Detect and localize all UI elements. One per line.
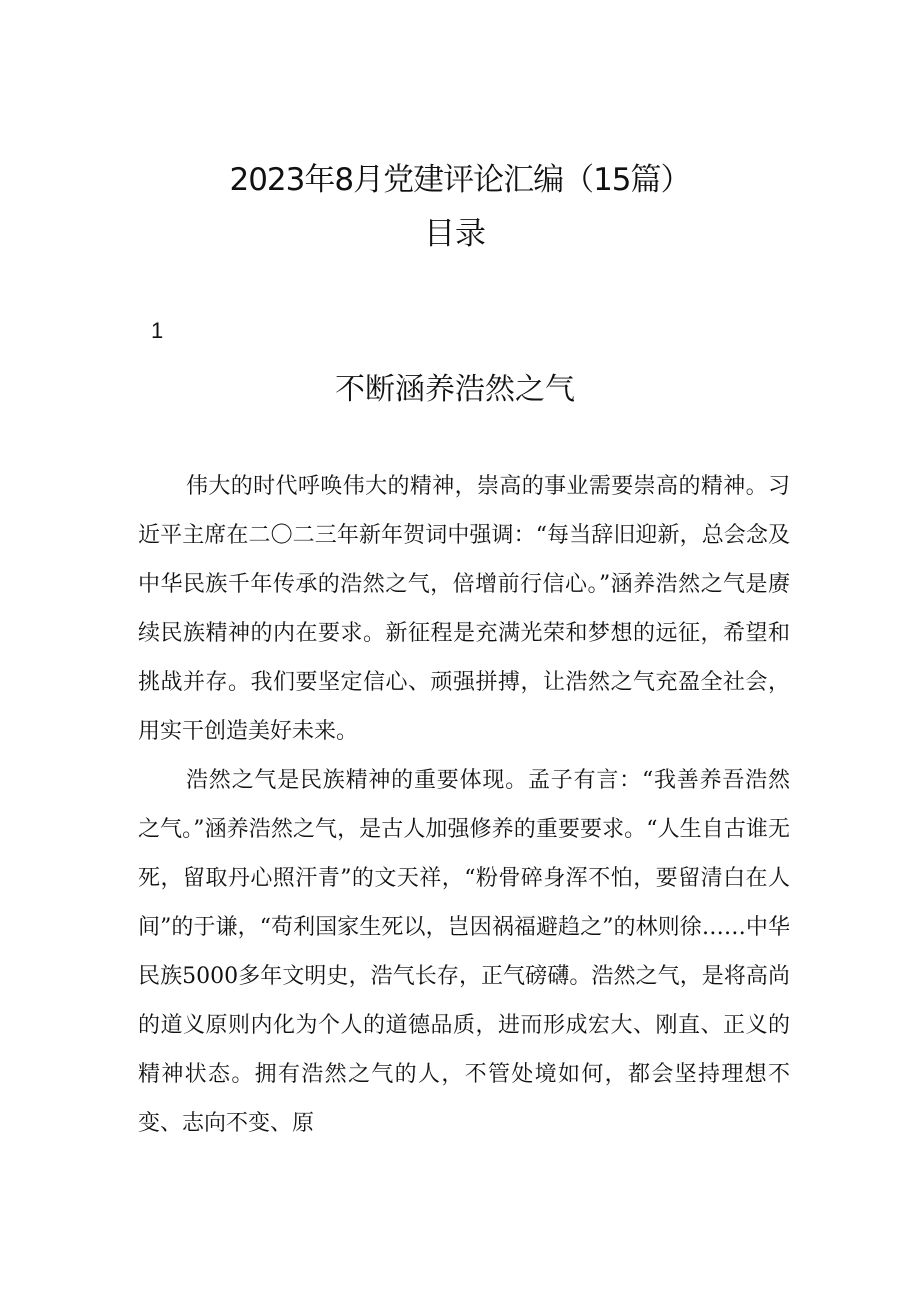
- paragraph: 伟大的时代呼唤伟大的精神，崇高的事业需要崇高的精神。习近平主席在二〇二三年新年贺词中强调：“每当辞旧迎新，总会念及中华民族千年传承的浩然之气，倍增前行信心。”涵养浩然之气是赓续民族精神的内在要求。新征程是充满光荣和梦想的远征，希望和挑战并存。我们要坚定信心、顽强拼搏，让浩然之气充盈全社会，用实干创造美好未来。: [138, 474, 790, 744]
- paragraph: 浩然之气是民族精神的重要体现。孟子有言：“我善养吾浩然之气。”涵养浩然之气，是古人加强修养的重要要求。“人生自古谁无死，留取丹心照汗青”的文天祥，“粉骨碎身浑不怕，要留清白在人间”的于谦，“苟利国家生死以，岂因祸福避趋之”的林则徐……中华民族5000多年文明史，浩气长存，正气磅礴。浩然之气，是将高尚的道义原则内化为个人的道德品质，进而形成宏大、刚直、正义的精神状态。拥有浩然之气的人，不管处境如何，都会坚持理想不变、志向不变、原: [138, 768, 790, 1136]
- article-number: 1: [151, 318, 164, 343]
- toc-heading: 目录: [424, 216, 486, 252]
- document-title: 2023年8月党建评论汇编（15篇）: [229, 162, 691, 198]
- article-body: [138, 462, 790, 1148]
- article-title: 不断涵养浩然之气: [335, 372, 575, 407]
